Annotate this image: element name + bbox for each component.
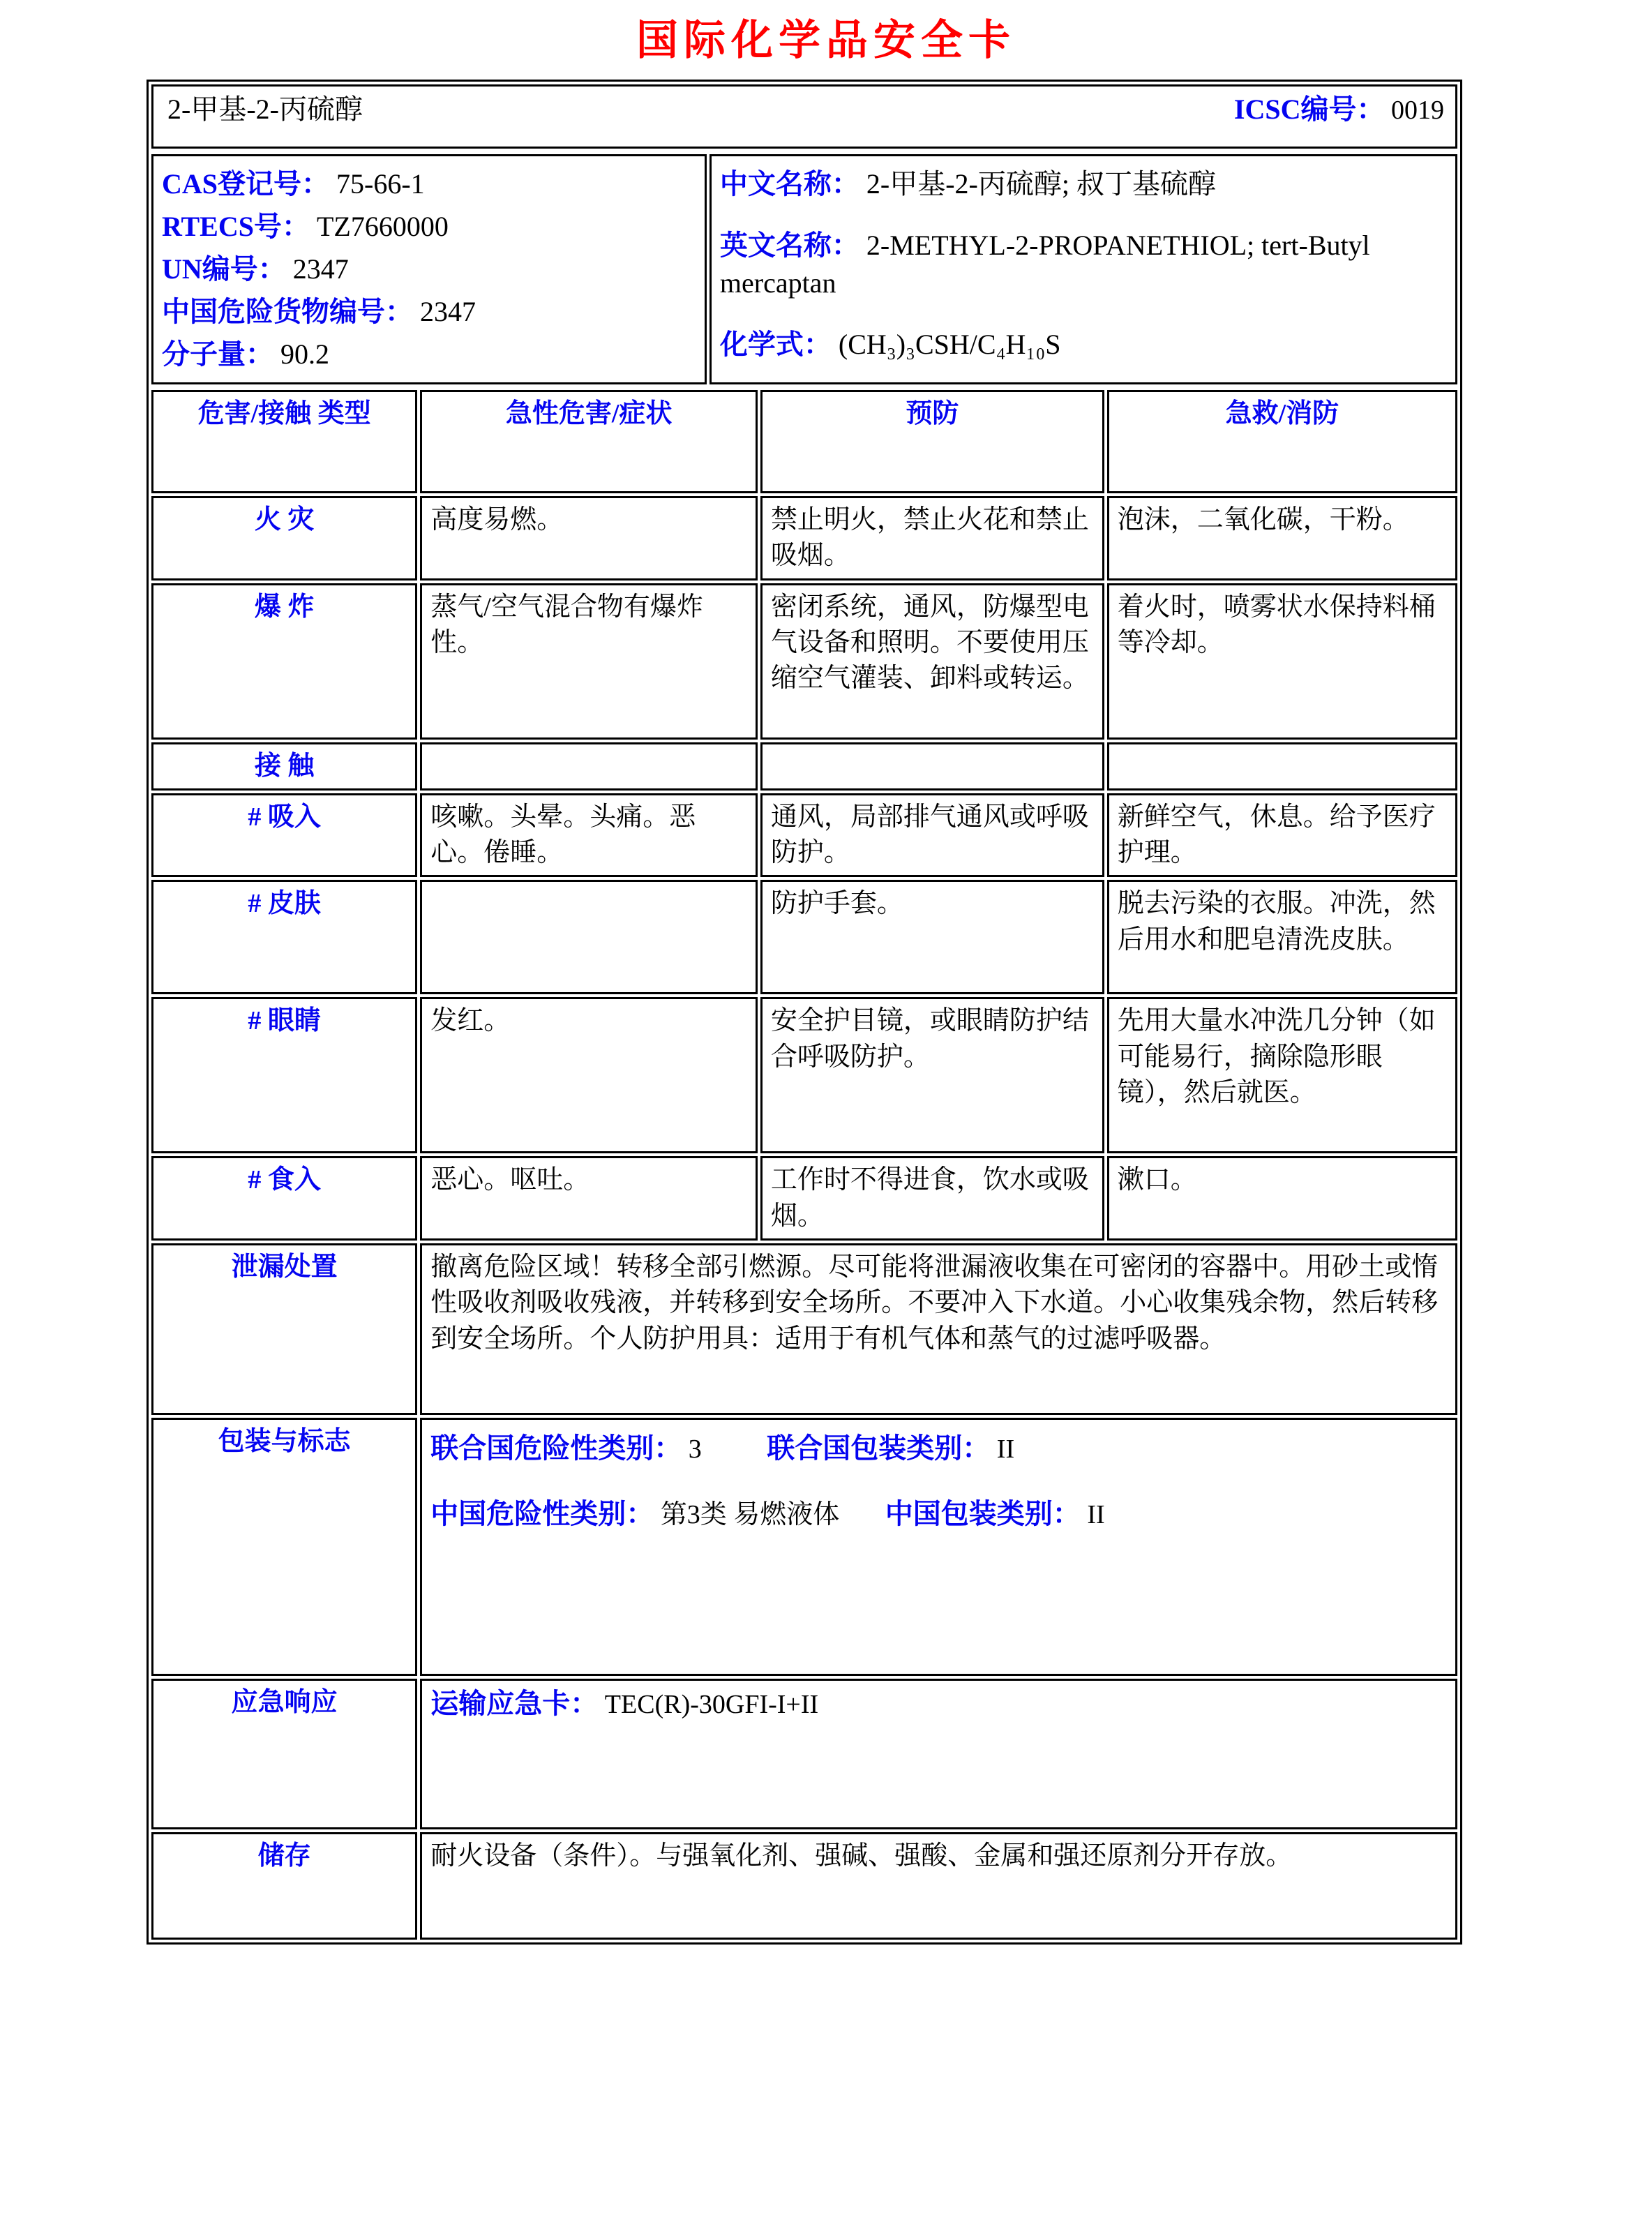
eyes-symptoms: 发红。 — [420, 997, 758, 1153]
ingestion-prevention: 工作时不得进食，饮水或吸烟。 — [760, 1156, 1104, 1241]
transport-emergency-card-value: TEC(R)-30GFI-I+II — [604, 1690, 819, 1720]
row-label-skin: # 皮肤 — [151, 880, 417, 994]
ingestion-response: 漱口。 — [1107, 1156, 1457, 1241]
emergency-response-cell — [420, 1679, 1457, 1829]
skin-response: 脱去污染的衣服。冲洗，然后用水和肥皂清洗皮肤。 — [1107, 880, 1457, 994]
table-row-spill-disposal — [151, 1243, 1457, 1415]
title-strip — [149, 82, 1460, 151]
china-dg-number — [162, 293, 696, 331]
row-label-ingestion: # 食入 — [151, 1156, 417, 1241]
icsc-card — [147, 80, 1462, 1945]
hazard-table — [149, 387, 1460, 1942]
storage-text: 耐火设备（条件）。与强氧化剂、强碱、强酸、金属和强还原剂分开存放。 — [420, 1832, 1457, 1940]
hazard-header-row — [151, 390, 1457, 493]
inhalation-symptoms: 咳嗽。头晕。头痛。恶心。倦睡。 — [420, 793, 758, 878]
cas-number — [162, 165, 696, 203]
identifiers-cell — [151, 154, 707, 384]
inhalation-prevention: 通风，局部排气通风或呼吸防护。 — [760, 793, 1104, 878]
chinese-name-label: 中文名称： — [719, 168, 859, 200]
packaging-labelling-cell — [420, 1418, 1457, 1676]
spill-disposal-text: 撤离危险区域！转移全部引燃源。尽可能将泄漏液收集在可密闭的容器中。用砂土或惰性吸收剂吸收残液，并转移到安全场所。不要冲入下水道。小心收集残余物，然后转移到安全场所。个人防护用具：适用于有机气体和蒸气的过滤呼吸器。 — [420, 1243, 1457, 1415]
china-packing-group-label: 中国包装类别： — [885, 1498, 1081, 1530]
un-number-label: UN编号： — [162, 253, 286, 285]
icsc-number-value: 0019 — [1391, 96, 1444, 125]
un-hazard-class-label: 联合国危险性类别： — [430, 1432, 682, 1464]
english-name-value: 2-METHYL-2-PROPANETHIOL; tert-Butyl mercaptan — [719, 230, 1370, 299]
eyes-response: 先用大量水冲洗几分钟（如可能易行，摘除隐形眼镜），然后就医。 — [1107, 997, 1457, 1153]
table-row-ingestion — [151, 1156, 1457, 1241]
un-number-value: 2347 — [292, 253, 349, 285]
rtecs-number-value: TZ7660000 — [316, 211, 449, 242]
china-classification-line — [430, 1495, 1447, 1533]
china-packing-group-value: II — [1087, 1500, 1105, 1530]
row-label-storage: 储存 — [151, 1832, 417, 1940]
chinese-name — [720, 165, 1447, 203]
contact-response — [1107, 742, 1457, 791]
fire-response: 泡沫，二氧化碳，干粉。 — [1107, 496, 1457, 580]
rtecs-number — [162, 208, 696, 246]
names-cell — [709, 154, 1457, 384]
chemical-formula-value: (CH₃)₃CSH/C₄H₁₀S — [838, 329, 1061, 360]
fire-symptoms: 高度易燃。 — [420, 496, 758, 580]
icsc-number — [1234, 91, 1447, 128]
row-label-explosion: 爆 炸 — [151, 583, 417, 740]
icsc-number-label: ICSC编号： — [1233, 93, 1385, 125]
transport-emergency-card-label: 运输应急卡： — [430, 1688, 599, 1720]
table-row-packaging-labelling — [151, 1418, 1457, 1676]
un-packing-group-label: 联合国包装类别： — [767, 1432, 991, 1464]
chemical-formula-label: 化学式： — [719, 329, 832, 360]
skin-symptoms — [420, 880, 758, 994]
col-header-hazard-type: 危害/接触 类型 — [151, 390, 417, 493]
china-dg-number-label: 中国危险货物编号： — [162, 296, 413, 327]
china-hazard-class-label: 中国危险性类别： — [430, 1498, 654, 1530]
row-label-eyes: # 眼睛 — [151, 997, 417, 1153]
row-label-emergency-response: 应急响应 — [151, 1679, 417, 1829]
table-row-contact — [151, 742, 1457, 791]
un-classification-line — [430, 1430, 1447, 1467]
page-title: 国际化学品安全卡 — [636, 17, 1016, 63]
table-row-fire — [151, 496, 1457, 580]
explosion-response: 着火时，喷雾状水保持料桶等冷却。 — [1107, 583, 1457, 740]
row-label-contact: 接 触 — [151, 742, 417, 791]
explosion-symptoms: 蒸气/空气混合物有爆炸性。 — [420, 583, 758, 740]
table-row-skin — [151, 880, 1457, 994]
un-number — [162, 250, 696, 288]
contact-prevention — [760, 742, 1104, 791]
china-dg-number-value: 2347 — [420, 296, 476, 327]
table-row-inhalation — [151, 793, 1457, 878]
cas-number-label: CAS登记号： — [162, 168, 330, 200]
row-label-spill-disposal: 泄漏处置 — [151, 1243, 417, 1415]
substance-name: 2-甲基-2-丙硫醇 — [167, 93, 363, 126]
fire-prevention: 禁止明火，禁止火花和禁止吸烟。 — [760, 496, 1104, 580]
china-hazard-class-value: 第3类 易燃液体 — [660, 1500, 840, 1530]
ingestion-symptoms: 恶心。呕吐。 — [420, 1156, 758, 1241]
cas-number-value: 75-66-1 — [336, 168, 425, 200]
molecular-weight-label: 分子量： — [162, 338, 273, 370]
chemical-formula — [720, 326, 1447, 364]
english-name — [720, 227, 1447, 302]
info-section — [149, 151, 1460, 387]
col-header-firstaid: 急救/消防 — [1107, 390, 1457, 493]
eyes-prevention: 安全护目镜，或眼睛防护结合呼吸防护。 — [760, 997, 1104, 1153]
table-row-eyes — [151, 997, 1457, 1153]
row-label-packaging-labelling: 包装与标志 — [151, 1418, 417, 1676]
table-row-explosion — [151, 583, 1457, 740]
molecular-weight — [162, 336, 696, 373]
un-packing-group-value: II — [996, 1434, 1015, 1464]
row-label-inhalation: # 吸入 — [151, 793, 417, 878]
explosion-prevention: 密闭系统，通风，防爆型电气设备和照明。不要使用压缩空气灌装、卸料或转运。 — [760, 583, 1104, 740]
row-label-fire: 火 灾 — [151, 496, 417, 580]
skin-prevention: 防护手套。 — [760, 880, 1104, 994]
table-row-emergency-response — [151, 1679, 1457, 1829]
english-name-label: 英文名称： — [719, 230, 859, 261]
col-header-symptoms: 急性危害/症状 — [420, 390, 758, 493]
molecular-weight-value: 90.2 — [280, 338, 329, 370]
chinese-name-value: 2-甲基-2-丙硫醇; 叔丁基硫醇 — [866, 168, 1216, 200]
rtecs-number-label: RTECS号： — [162, 211, 310, 242]
contact-symptoms — [420, 742, 758, 791]
title-strip-cell — [151, 84, 1457, 149]
inhalation-response: 新鲜空气，休息。给予医疗护理。 — [1107, 793, 1457, 878]
col-header-prevention: 预防 — [760, 390, 1104, 493]
table-row-storage — [151, 1832, 1457, 1940]
un-hazard-class-value: 3 — [688, 1434, 702, 1464]
